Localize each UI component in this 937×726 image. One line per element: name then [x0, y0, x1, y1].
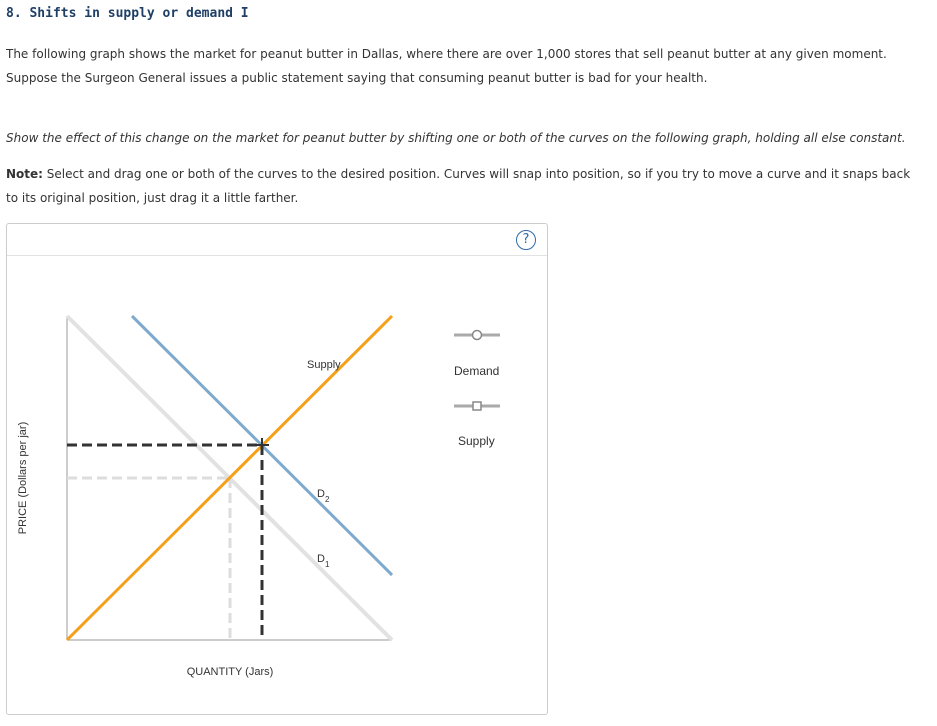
demand-circle-icon — [473, 331, 482, 340]
question-paragraph: The following graph shows the market for peanut butter in Dallas, where there are over 1,000 stores that sell peanut butter at any given moment. Suppose the Surgeon General issues a public statement saying that consuming peanut butter is bad for your health. — [6, 47, 887, 85]
legend-supply-label: Supply — [458, 434, 495, 448]
instruction-text: Show the effect of this change on the market for peanut butter by shifting one or both of the curves on the following graph, holding all else constant. — [6, 131, 906, 145]
y-axis-label: PRICE (Dollars per jar) — [17, 421, 29, 535]
d2-curve-label: $D_2$ — [317, 488, 330, 504]
x-axis-label: QUANTITY (Jars) — [186, 666, 274, 678]
supply-square-icon — [473, 402, 481, 410]
note-body: Select and drag one or both of the curves to the desired position. Curves will snap into position, so if you try to move a curve and it snaps back to its original position, just drag it a little farther. — [6, 167, 911, 205]
question-title: 8. Shifts in supply or demand I — [6, 6, 249, 21]
d1-curve-label: $D_1$ — [317, 553, 330, 569]
legend-supply-tool[interactable] — [454, 402, 500, 410]
help-button[interactable]: ? — [516, 230, 536, 250]
legend-demand-tool[interactable] — [454, 331, 500, 340]
legend-demand-label: Demand — [454, 364, 500, 378]
note-label: Note: — [6, 167, 43, 181]
supply-curve-label: Supply — [307, 359, 341, 371]
